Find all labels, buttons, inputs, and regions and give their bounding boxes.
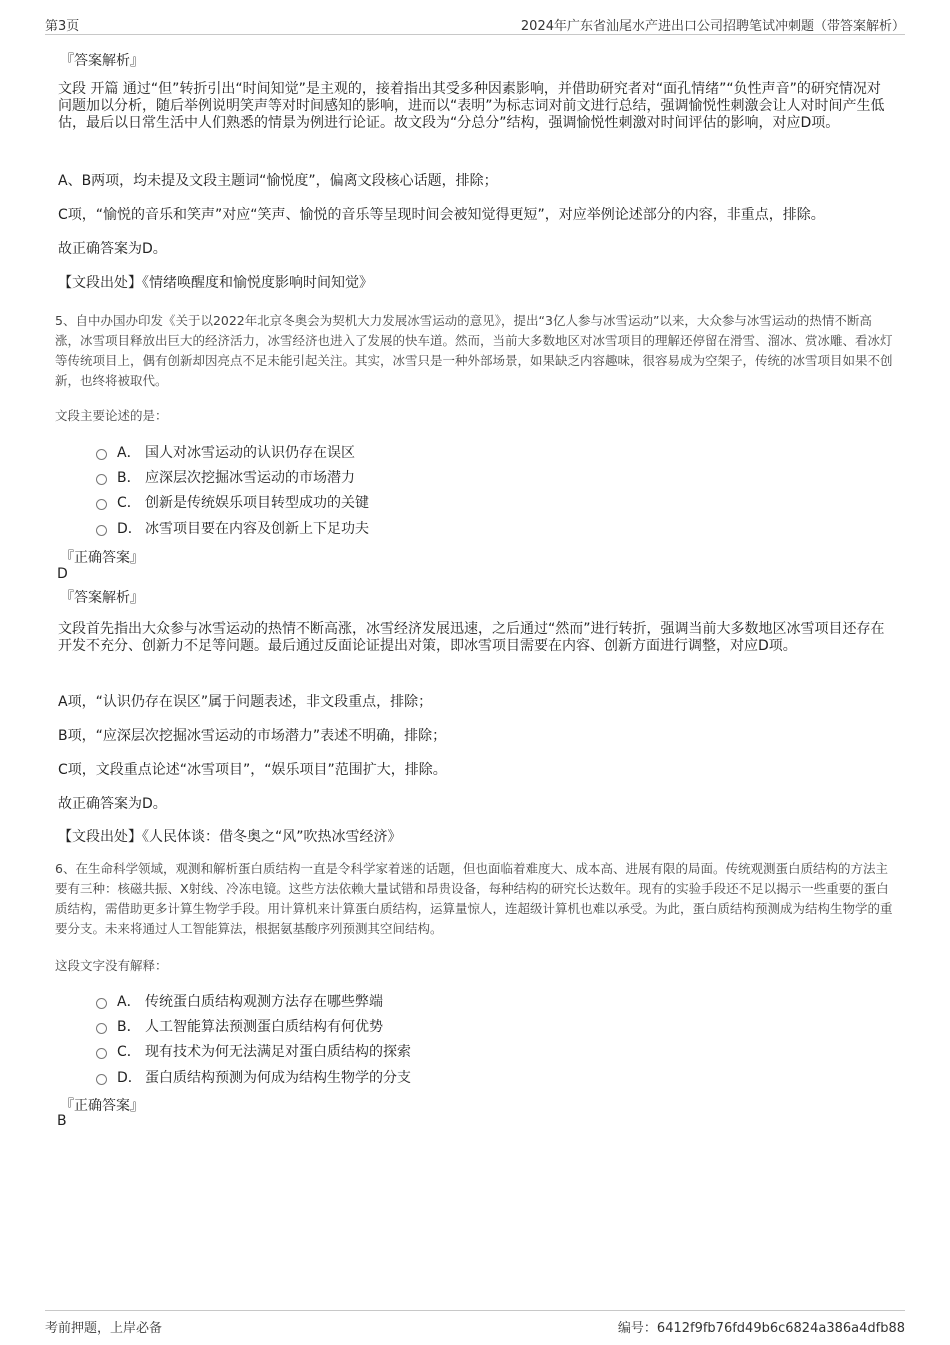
radio-icon[interactable] bbox=[96, 1048, 107, 1059]
option-text: 蛋白质结构预测为何成为结构生物学的分支 bbox=[145, 1070, 411, 1086]
option-text: 创新是传统娱乐项目转型成功的关键 bbox=[145, 495, 369, 511]
analysis-tag: 『答案解析』 bbox=[60, 590, 144, 606]
question-5-option-c[interactable] bbox=[96, 492, 369, 512]
question-6-text: 6、在生命科学领域，观测和解析蛋白质结构一直是令科学家着迷的话题，但也面临着难度大、成本高、进展有限的局面。传统观测蛋白质结构的方法主要有三种：核磁共振、X射线、冷冻电镜。这些方法依赖大量试错和昂贵设备，每种结构的研究长达数年。现有的实验手段还不足以揭示一些重要的蛋白质结构，需借助更多计算生物学手段。用计算机来计算蛋白质结构，运算量惊人，连超级计算机也难以承受。为此，蛋白质结构预测成为结构生物学的重要分支。未来将通过人工智能算法，根据氨基酸序列预测其空间结构。 bbox=[55, 861, 893, 936]
option-letter: D． bbox=[117, 1070, 142, 1086]
radio-icon[interactable] bbox=[96, 449, 107, 460]
question-5-text: 5、自中办国办印发《关于以2022年北京冬奥会为契机大力发展冰雪运动的意见》，提出“3亿人参与冰雪运动”以来，大众参与冰雪运动的热情不断高涨，冰雪项目释放出巨大的经济活力，冰雪经济也进入了发展的快车道。然而，当前大多数地区对冰雪项目的理解还停留在滑雪、溜冰、赏冰雕、看冰灯等传统项目上，偶有创新却因亮点不足未能引起关注。其实，冰雪只是一种外部场景，如果缺乏内容趣味，很容易成为空架子，传统的冰雪项目如果不创新，也终将被取代。 bbox=[55, 313, 893, 388]
analysis-conclusion: 故正确答案为D。 bbox=[58, 241, 167, 257]
analysis-tag: 『答案解析』 bbox=[60, 53, 144, 69]
option-text: 应深层次挖掘冰雪运动的市场潜力 bbox=[145, 470, 355, 486]
question-5-prompt: 文段主要论述的是： bbox=[55, 408, 168, 423]
option-text: 国人对冰雪运动的认识仍存在误区 bbox=[145, 445, 355, 461]
option-letter: C． bbox=[117, 1044, 141, 1060]
question-6-prompt: 这段文字没有解释： bbox=[55, 958, 168, 973]
page-footer bbox=[45, 1310, 905, 1341]
option-text: 传统蛋白质结构观测方法存在哪些弊端 bbox=[145, 994, 383, 1010]
document-title: 2024年广东省汕尾水产进出口公司招聘笔试冲刺题（带答案解析） bbox=[520, 19, 905, 34]
option-letter: D． bbox=[117, 521, 142, 537]
radio-icon[interactable] bbox=[96, 474, 107, 485]
correct-answer-tag: 『正确答案』 bbox=[60, 550, 144, 566]
passage-source: 【文段出处】《情绪唤醒度和愉悦度影响时间知觉》 bbox=[58, 275, 373, 291]
question-6-option-d[interactable] bbox=[96, 1067, 411, 1087]
analysis-option-b: B项，“应深层次挖掘冰雪运动的市场潜力”表述不明确，排除； bbox=[58, 728, 447, 744]
page-number: 第3页 bbox=[45, 19, 80, 34]
footer-slogan: 考前押题，上岸必备 bbox=[45, 1321, 163, 1336]
analysis-option-a: A项，“认识仍存在误区”属于问题表述，非文段重点，排除； bbox=[58, 694, 433, 710]
question-5-option-b[interactable] bbox=[96, 467, 355, 487]
option-letter: B． bbox=[117, 470, 141, 486]
passage-source: 【文段出处】《人民体谈：借冬奥之“风”吹热冰雪经济》 bbox=[58, 829, 402, 845]
question-6-option-b[interactable] bbox=[96, 1016, 383, 1036]
radio-icon[interactable] bbox=[96, 1074, 107, 1085]
option-letter: A． bbox=[117, 994, 141, 1010]
correct-answer: D bbox=[57, 566, 68, 582]
analysis-conclusion: 故正确答案为D。 bbox=[58, 796, 167, 812]
analysis-text: 文段首先指出大众参与冰雪运动的热情不断高涨，冰雪经济发展迅速，之后通过“然而”进行转折，强调当前大多数地区冰雪项目还存在开发不充分、创新力不足等问题。最后通过反面论证提出对策，即冰雪项目需要在内容、创新方面进行调整，对应D项。 bbox=[58, 621, 885, 654]
option-text: 冰雪项目要在内容及创新上下足功夫 bbox=[145, 521, 369, 537]
radio-icon[interactable] bbox=[96, 525, 107, 536]
document-id: 编号：6412f9fb76fd49b6c6824a386a4dfb88 bbox=[617, 1321, 905, 1336]
correct-answer: B bbox=[57, 1113, 67, 1129]
option-letter: B． bbox=[117, 1019, 141, 1035]
question-5-option-d[interactable] bbox=[96, 518, 369, 538]
radio-icon[interactable] bbox=[96, 499, 107, 510]
option-text: 现有技术为何无法满足对蛋白质结构的探索 bbox=[145, 1044, 411, 1060]
question-6-option-a[interactable] bbox=[96, 991, 383, 1011]
correct-answer-tag: 『正确答案』 bbox=[60, 1098, 144, 1114]
question-5-option-a[interactable] bbox=[96, 442, 355, 462]
question-6-option-c[interactable] bbox=[96, 1041, 411, 1061]
option-letter: A． bbox=[117, 445, 141, 461]
analysis-option-ab: A、B两项，均未提及文段主题词“愉悦度”，偏离文段核心话题，排除； bbox=[58, 173, 498, 189]
analysis-option-c: C项，“愉悦的音乐和笑声”对应“笑声、愉悦的音乐等呈现时间会被知觉得更短”，对应举例论述部分的内容，非重点，排除。 bbox=[58, 207, 825, 223]
analysis-option-c: C项，文段重点论述“冰雪项目”，“娱乐项目”范围扩大，排除。 bbox=[58, 762, 447, 778]
radio-icon[interactable] bbox=[96, 998, 107, 1009]
analysis-text: 文段 开篇 通过“但”转折引出“时间知觉”是主观的，接着指出其受多种因素影响，并借助研究者对“面孔情绪”“负性声音”的研究情况对问题加以分析，随后举例说明笑声等对时间感知的影响，进而以“表明”为标志词对前文进行总结，强调愉悦性刺激会让人对时间产生低估，最后以日常生活中人们熟悉的情景为例进行论证。故文段为“分总分”结构，强调愉悦性刺激对时间评估的影响，对应D项。 bbox=[58, 81, 885, 131]
option-text: 人工智能算法预测蛋白质结构有何优势 bbox=[145, 1019, 383, 1035]
page-header bbox=[45, 12, 905, 35]
option-letter: C． bbox=[117, 495, 141, 511]
radio-icon[interactable] bbox=[96, 1023, 107, 1034]
